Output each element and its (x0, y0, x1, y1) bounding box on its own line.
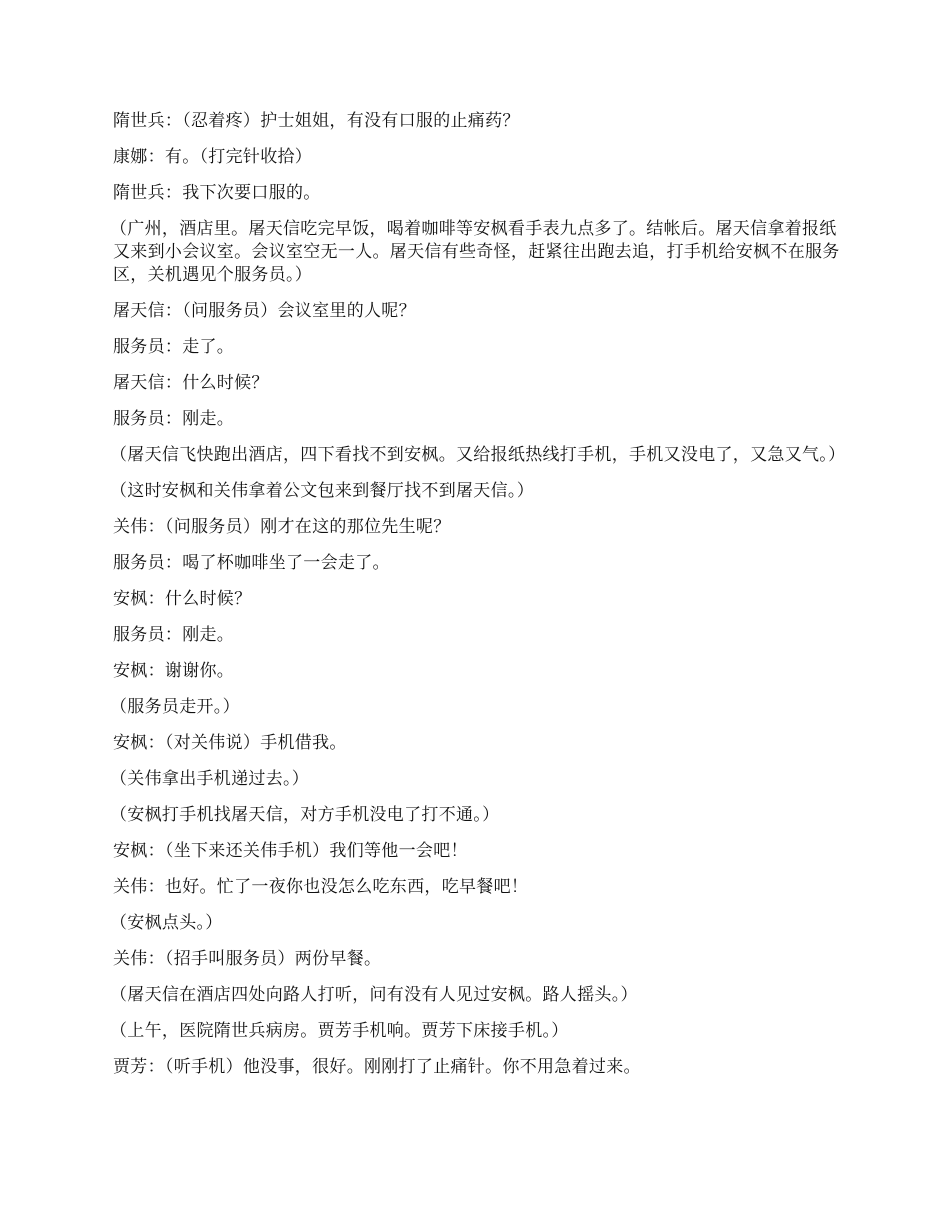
dialogue-line: 服务员：刚走。 (113, 625, 235, 645)
dialogue-line: 关伟：也好。忙了一夜你也没怎么吃东西，吃早餐吧！ (113, 877, 529, 897)
dialogue-line: 服务员：刚走。 (113, 409, 235, 429)
dialogue-line: 安枫：（坐下来还关伟手机）我们等他一会吧！ (113, 841, 468, 861)
stage-direction: （服务员走开。） (110, 697, 240, 717)
stage-direction: （屠天信飞快跑出酒店，四下看找不到安枫。又给报纸热线打手机，手机又没电了，又急又气。） (110, 445, 846, 465)
stage-direction: （安枫打手机找屠天信，对方手机没电了打不通。） (110, 805, 500, 825)
dialogue-line: 关伟：（问服务员）刚才在这的那位先生呢？ (113, 517, 451, 537)
stage-direction: （屠天信在酒店四处向路人打听，问有没有人见过安枫。路人摇头。） (110, 985, 638, 1005)
stage-direction: （关伟拿出手机递过去。） (110, 769, 310, 789)
dialogue-line: 隋世兵：（忍着疼）护士姐姐，有没有口服的止痛药？ (113, 111, 520, 131)
dialogue-line: 屠天信：什么时候？ (113, 373, 269, 393)
dialogue-line: 屠天信：（问服务员）会议室里的人呢？ (113, 301, 416, 321)
dialogue-line: 康娜：有。（打完针收拾） (113, 147, 313, 167)
stage-direction: （安枫点头。） (110, 913, 223, 933)
dialogue-line: 关伟：（招手叫服务员）两份早餐。 (113, 949, 382, 969)
dialogue-line: 安枫：（对关伟说）手机借我。 (113, 733, 347, 753)
stage-direction: （上午，医院隋世兵病房。贾芳手机响。贾芳下床接手机。） (110, 1021, 569, 1041)
dialogue-line: 安枫：谢谢你。 (113, 661, 235, 681)
dialogue-line: 隋世兵：我下次要口服的。 (113, 183, 321, 203)
stage-direction: （这时安枫和关伟拿着公文包来到餐厅找不到屠天信。） (110, 481, 534, 501)
dialogue-line: 贾芳：（听手机）他没事，很好。刚刚打了止痛针。你不用急着过来。 (113, 1057, 641, 1077)
dialogue-line: 服务员：走了。 (113, 337, 235, 357)
document-page (110, 110, 846, 1092)
stage-direction: （广州，酒店里。屠天信吃完早饭，喝着咖啡等安枫看手表九点多了。结帐后。屠天信拿着报纸又来到小会议室。会议室空无一人。屠天信有些奇怪，赶紧往出跑去追，打手机给安枫不在服务区，关机遇见个服务员。） (110, 219, 840, 285)
dialogue-line: 安枫：什么时候？ (113, 589, 252, 609)
dialogue-line: 服务员：喝了杯咖啡坐了一会走了。 (113, 553, 390, 573)
